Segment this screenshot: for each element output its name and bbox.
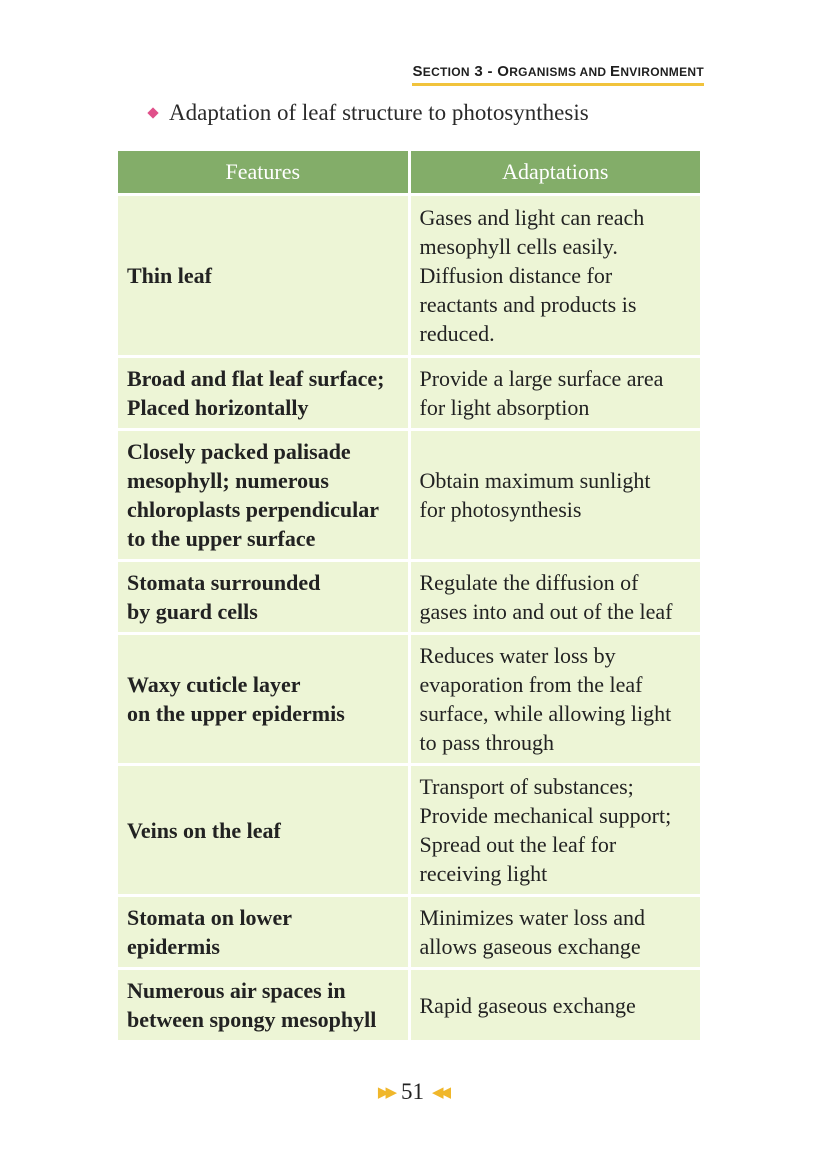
title-part-1: RGANISMS AND <box>509 65 611 79</box>
section-number: 3 - <box>469 63 498 80</box>
page-footer <box>0 1079 825 1105</box>
adaptation-line: Obtain maximum sunlight <box>419 468 651 493</box>
feature-line: by guard cells <box>127 599 258 624</box>
adaptation-line: allows gaseous exchange <box>419 934 641 959</box>
heading-text: Adaptation of leaf structure to photosynthesis <box>169 100 589 125</box>
table-row <box>118 358 700 428</box>
table-body <box>118 196 700 1040</box>
adaptation-cell <box>411 766 701 894</box>
feature-line: mesophyll; numerous <box>127 468 329 493</box>
feature-cell <box>118 562 408 632</box>
feature-cell <box>118 970 408 1040</box>
adaptation-cell <box>411 635 701 763</box>
adaptation-cell <box>411 562 701 632</box>
adaptation-cell <box>411 897 701 967</box>
column-header-adaptations: Adaptations <box>411 151 701 193</box>
adaptation-line: Diffusion distance for <box>419 263 613 288</box>
adaptation-line: reduced. <box>419 321 495 346</box>
feature-line: Thin leaf <box>127 263 212 288</box>
section-header <box>412 62 704 86</box>
feature-line: Stomata surrounded <box>127 570 321 595</box>
feature-cell <box>118 196 408 355</box>
feature-cell <box>118 766 408 894</box>
feature-line: Closely packed palisade <box>127 439 351 464</box>
adaptation-cell <box>411 358 701 428</box>
feature-cell <box>118 358 408 428</box>
table-row <box>118 766 700 894</box>
feature-line: Veins on the leaf <box>127 817 281 843</box>
feature-line: Broad and flat leaf surface; <box>127 366 385 391</box>
title-letter-o: O <box>497 63 510 80</box>
feature-line: Stomata on lower <box>127 905 292 930</box>
column-header-features: Features <box>118 151 408 193</box>
table-row <box>118 970 700 1040</box>
section-letter: S <box>412 63 423 80</box>
feature-cell <box>118 635 408 763</box>
feature-cell <box>118 897 408 967</box>
adaptation-line: surface, while allowing light <box>419 701 672 726</box>
page-number: 51 <box>401 1079 424 1104</box>
diamond-bullet-icon <box>147 107 158 118</box>
table-header-row <box>118 151 700 193</box>
section-heading <box>147 100 589 126</box>
table-row <box>118 897 700 967</box>
table-row <box>118 196 700 355</box>
adaptation-table <box>115 148 703 1043</box>
feature-line: chloroplasts perpendicular <box>127 497 380 522</box>
feature-line: to the upper surface <box>127 526 316 551</box>
adaptation-line: Rapid gaseous exchange <box>419 992 636 1018</box>
adaptation-line: reactants and products is <box>419 292 637 317</box>
adaptation-line: evaporation from the leaf <box>419 672 643 697</box>
adaptation-line: Reduces water loss by <box>419 643 616 668</box>
adaptation-line: for photosynthesis <box>419 497 582 522</box>
adaptation-cell <box>411 431 701 559</box>
adaptation-line: Spread out the leaf for <box>419 832 617 857</box>
adaptation-cell <box>411 196 701 355</box>
title-letter-e: E <box>610 63 621 80</box>
backward-arrows-icon: ◀◀ <box>432 1084 448 1101</box>
feature-line: Numerous air spaces in <box>127 978 346 1003</box>
table-row <box>118 562 700 632</box>
title-part-2: NVIRONMENT <box>620 65 704 79</box>
adaptation-line: Provide a large surface area <box>419 366 664 391</box>
adaptation-line: for light absorption <box>419 395 590 420</box>
adaptation-cell <box>411 970 701 1040</box>
adaptation-line: gases into and out of the leaf <box>419 599 673 624</box>
feature-cell <box>118 431 408 559</box>
feature-line: Waxy cuticle layer <box>127 672 301 697</box>
table-row <box>118 635 700 763</box>
section-word: ECTION <box>422 65 470 79</box>
feature-line: on the upper epidermis <box>127 701 345 726</box>
forward-arrows-icon: ▶▶ <box>377 1084 393 1101</box>
feature-line: epidermis <box>127 934 220 959</box>
feature-line: Placed horizontally <box>127 395 309 420</box>
adaptation-line: Provide mechanical support; <box>419 803 672 828</box>
feature-line: between spongy mesophyll <box>127 1007 377 1032</box>
adaptation-line: Minimizes water loss and <box>419 905 645 930</box>
adaptation-line: mesophyll cells easily. <box>419 234 618 259</box>
table-row <box>118 431 700 559</box>
adaptation-line: Transport of substances; <box>419 774 634 799</box>
adaptation-line: Gases and light can reach <box>419 205 645 230</box>
adaptation-line: receiving light <box>419 861 548 886</box>
adaptation-line: Regulate the diffusion of <box>419 570 639 595</box>
adaptation-line: to pass through <box>419 730 554 755</box>
